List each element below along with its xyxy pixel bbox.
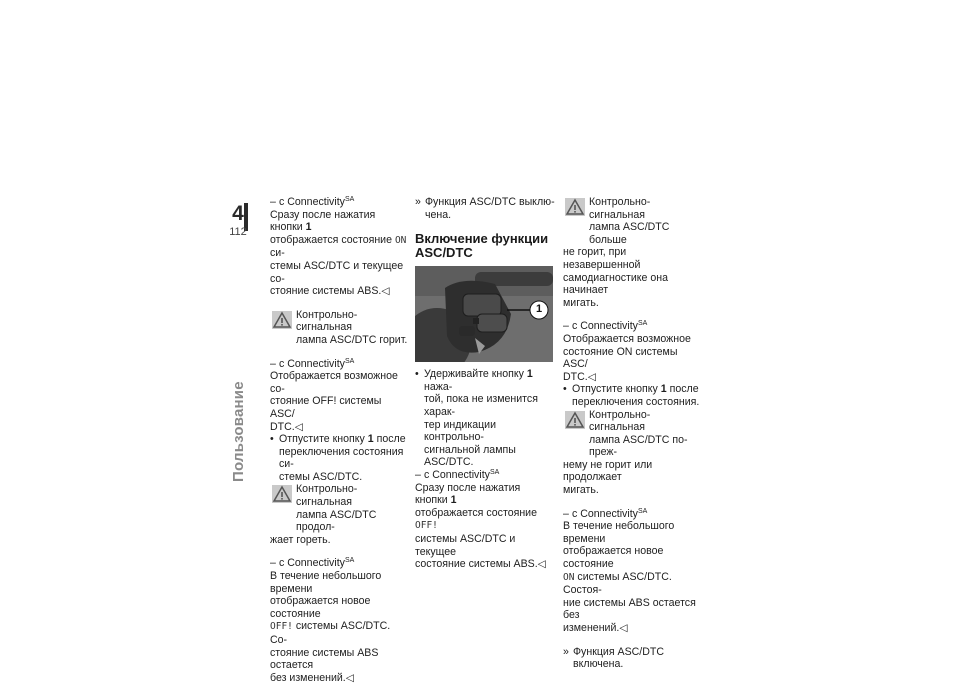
warning-note: Контрольно-сигнальная лампа ASC/DTC больше [563,196,703,246]
warning-triangle-icon [272,485,292,503]
connectivity-heading: – с Connectivity$^{SA}$ [415,468,500,481]
connectivity-heading: – с Connectivity$^{SA}$ [563,507,648,520]
column-1: – с Connectivity$^{SA}$ Сразу после нажатия кнопки 1 отображается состояние ON си- стемы ASC/DTC и текущее со- стояние системы ABS.◁ Контрольно-сигнальная лампа ASC/DTC горит. – с Connectivity$^{SA}$ Отображается возможное со- стояние OFF! системы ASC/ DTC.◁ • Отпустите кнопку 1 после переключения состояния си- стемы ASC/DTC. Контрольно-сигнальная лампа ASC/DTC продол- жает гореть. – с Connectivity$^{SA}$ В течение небольшого времени отображается новое состояние OFF! системы ASC/DTC. Со- стояние системы ABS остается без изменений.◁ [270,196,408,684]
warning-note: Контрольно-сигнальная лампа ASC/DTC по-преж- [563,409,703,459]
connectivity-heading: – с Connectivity$^{SA}$ [270,557,355,570]
warning-triangle-icon [272,311,292,329]
warning-note: Контрольно-сигнальная лампа ASC/DTC продол- [270,483,408,533]
section-label: Пользование [230,381,247,482]
warning-note: Контрольно-сигнальная лампа ASC/DTC горит. [270,309,408,347]
warning-triangle-icon [565,198,585,216]
bullet-item: • Отпустите кнопку 1 после переключения состояния си- стемы ASC/DTC. [270,433,406,483]
handlebar-switch-photo [415,266,553,362]
column-3: Контрольно-сигнальная лампа ASC/DTC больше не горит, при незавершенной самодиагностике она начинает мигать. – с Connectivity$^{SA}$ Отображается возможное состояние ON системы ASC/ DTC.◁ • Отпустите кнопку 1 после переключения состояния. Контрольно-сигнальная лампа ASC/DTC по-преж- нему не горит или продолжает мигать. – с Connectivity$^{SA}$ В течение небольшого времени отображается новое состояние ON системы ASC/DTC. Состоя- ние системы ABS остается без изменений.◁ » Функция ASC/DTC включена. [563,196,703,671]
connectivity-heading: – с Connectivity$^{SA}$ [270,357,355,370]
result-item: » Функция ASC/DTC включена. [563,645,664,671]
connectivity-heading: – с Connectivity$^{SA}$ [270,196,355,208]
page-number: 112 [229,226,247,238]
warning-triangle-icon [565,411,585,429]
chapter-number: 4 [232,202,244,225]
connectivity-heading: – с Connectivity$^{SA}$ [563,320,648,333]
section-heading: Включение функции [415,231,549,247]
column-2: » Функция ASC/DTC выклю- чена. Включение функции ASC/DTC 1 • Удерживайте кнопку 1 нажа- той, пока не изменится харак- тер индикации контрольно- сигнальной лампы ASC/DTC. – с Connectivity$^{SA}$ Сразу после нажатия кнопки 1 отображается состояние OFF! системы ASC/DTC и текущее состояние системы ABS.◁ [415,196,555,571]
callout-number: 1 [535,303,543,316]
paragraph: Сразу после нажатия кнопки 1 [270,208,376,234]
section-label-vertical [228,360,252,490]
bullet-item: • Удерживайте кнопку 1 нажа- той, пока не изменится харак- тер индикации контрольно- сигнальной лампы ASC/DTC. [415,368,538,469]
result-item: » Функция ASC/DTC выклю- чена. [415,196,555,221]
dash-mark: – [270,196,276,208]
bullet-item: • Отпустите кнопку 1 после переключения состояния. [563,383,700,408]
section-heading: ASC/DTC [415,245,473,261]
